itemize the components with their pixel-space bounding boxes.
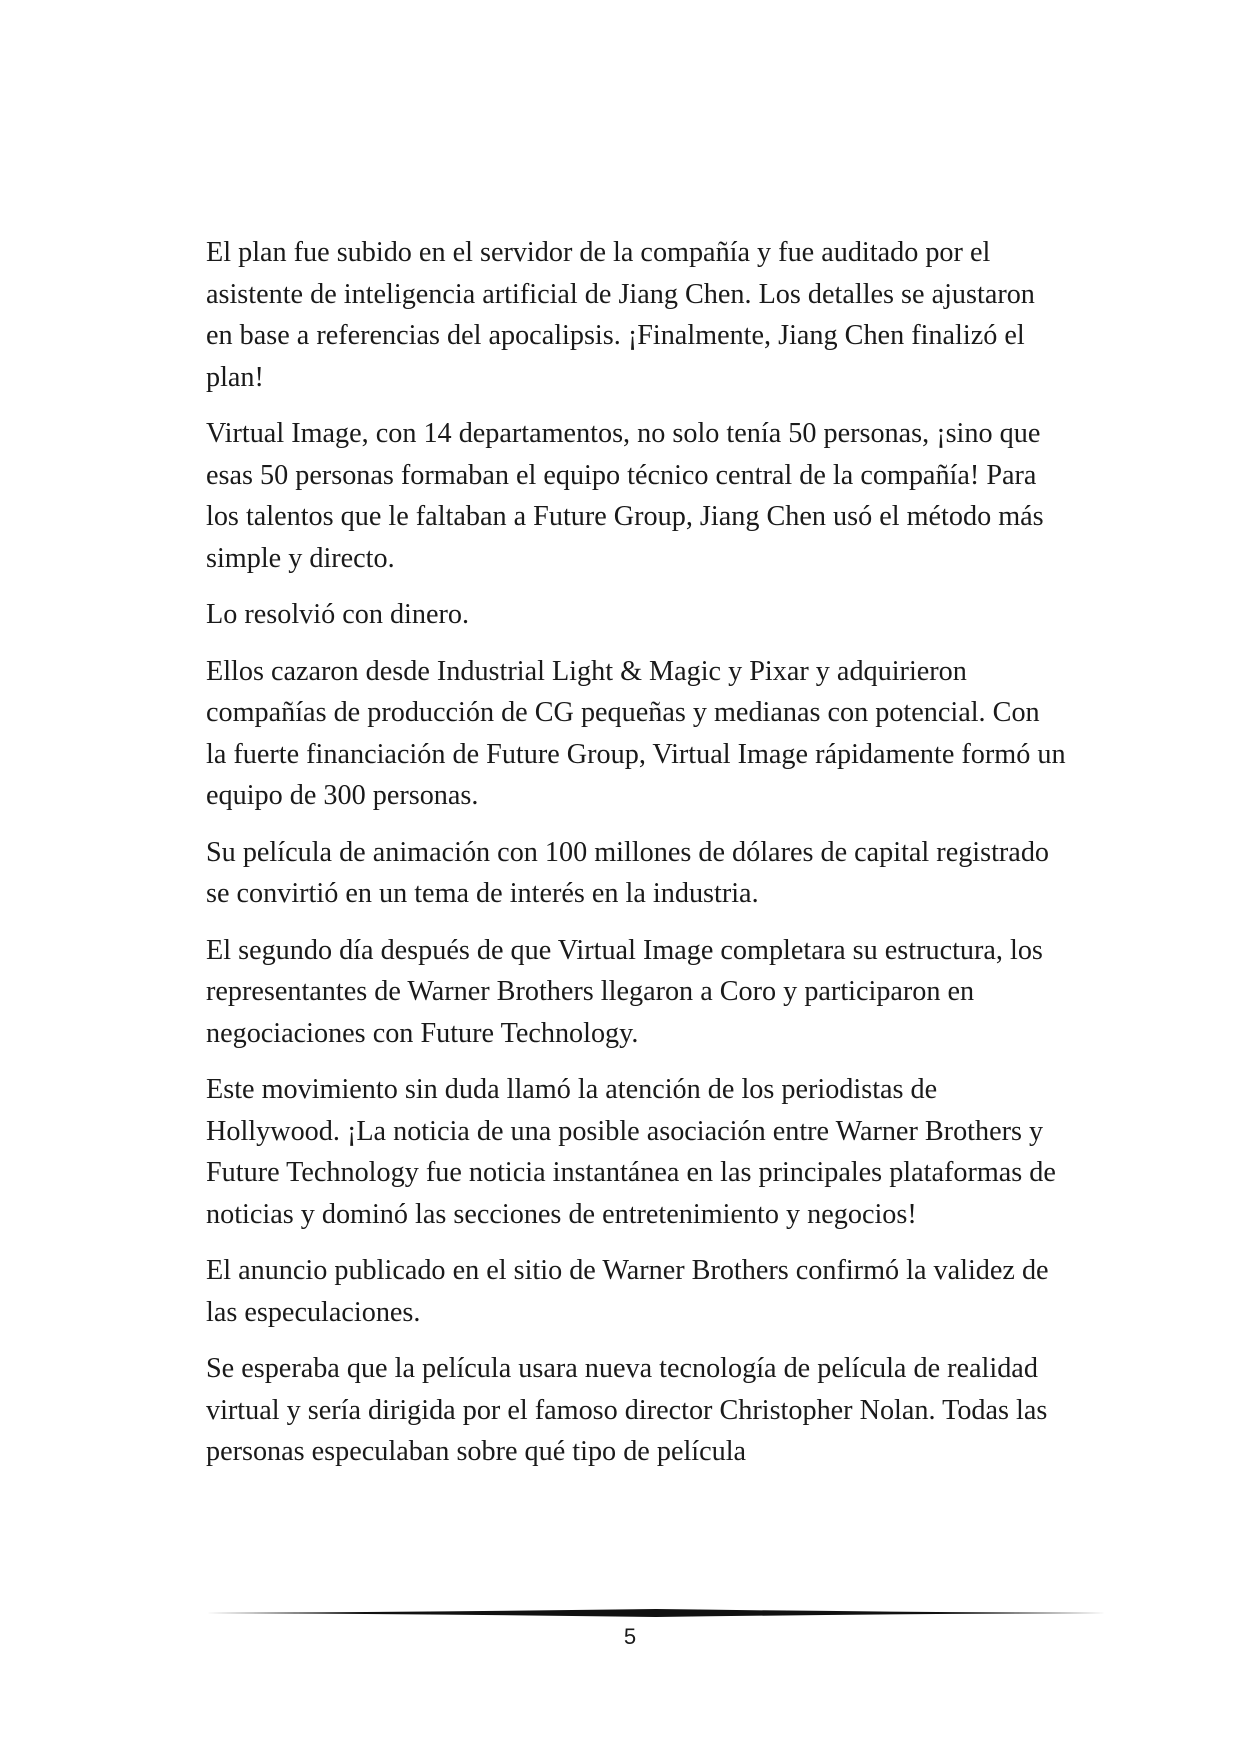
paragraph-5: Su película de animación con 100 millones de dólares de capital registrado se convirtió en un tema de interés en la industria. [206,836,1050,909]
body-text [206,232,1066,1488]
paragraph-4: Ellos cazaron desde Industrial Light & Magic y Pixar y adquirieron compañías de producción de CG pequeñas y medianas con potencial. Con la fuerte financiación de Future Group, Virtual Image rápidamente formó un equipo de 300 personas. [206,655,1066,811]
paragraph-7: Este movimiento sin duda llamó la atención de los periodistas de Hollywood. ¡La noticia de una posible asociación entre Warner Brothers y Future Technology fue noticia instantánea en las principales plataformas de noticias y dominó las secciones de entretenimiento y negocios! [206,1074,1056,1230]
paragraph-9: Se esperaba que la película usara nueva tecnología de película de realidad virtual y sería dirigida por el famoso director Christopher Nolan. Todas las personas especulaban sobre qué tipo de película [206,1353,1048,1467]
footer-divider [206,1606,1106,1620]
paragraph-1: El plan fue subido en el servidor de la compañía y fue auditado por el asistente de inteligencia artificial de Jiang Chen. Los detalles se ajustaron en base a referencias del apocalipsis. ¡Finalmente, Jiang Chen finalizó el plan! [206,237,1035,393]
paragraph-8: El anuncio publicado en el sitio de Warner Brothers confirmó la validez de las especulaciones. [206,1255,1049,1328]
paragraph-2: Virtual Image, con 14 departamentos, no solo tenía 50 personas, ¡sino que esas 50 personas formaban el equipo técnico central de la compañía! Para los talentos que le faltaban a Future Group, Jiang Chen usó el método más simple y directo. [206,418,1044,574]
paragraph-3: Lo resolvió con dinero. [206,599,470,630]
paragraph-6: El segundo día después de que Virtual Image completara su estructura, los representantes de Warner Brothers llegaron a Coro y participaron en negociaciones con Future Technology. [206,934,1043,1049]
page-number: 5 [623,1624,637,1649]
